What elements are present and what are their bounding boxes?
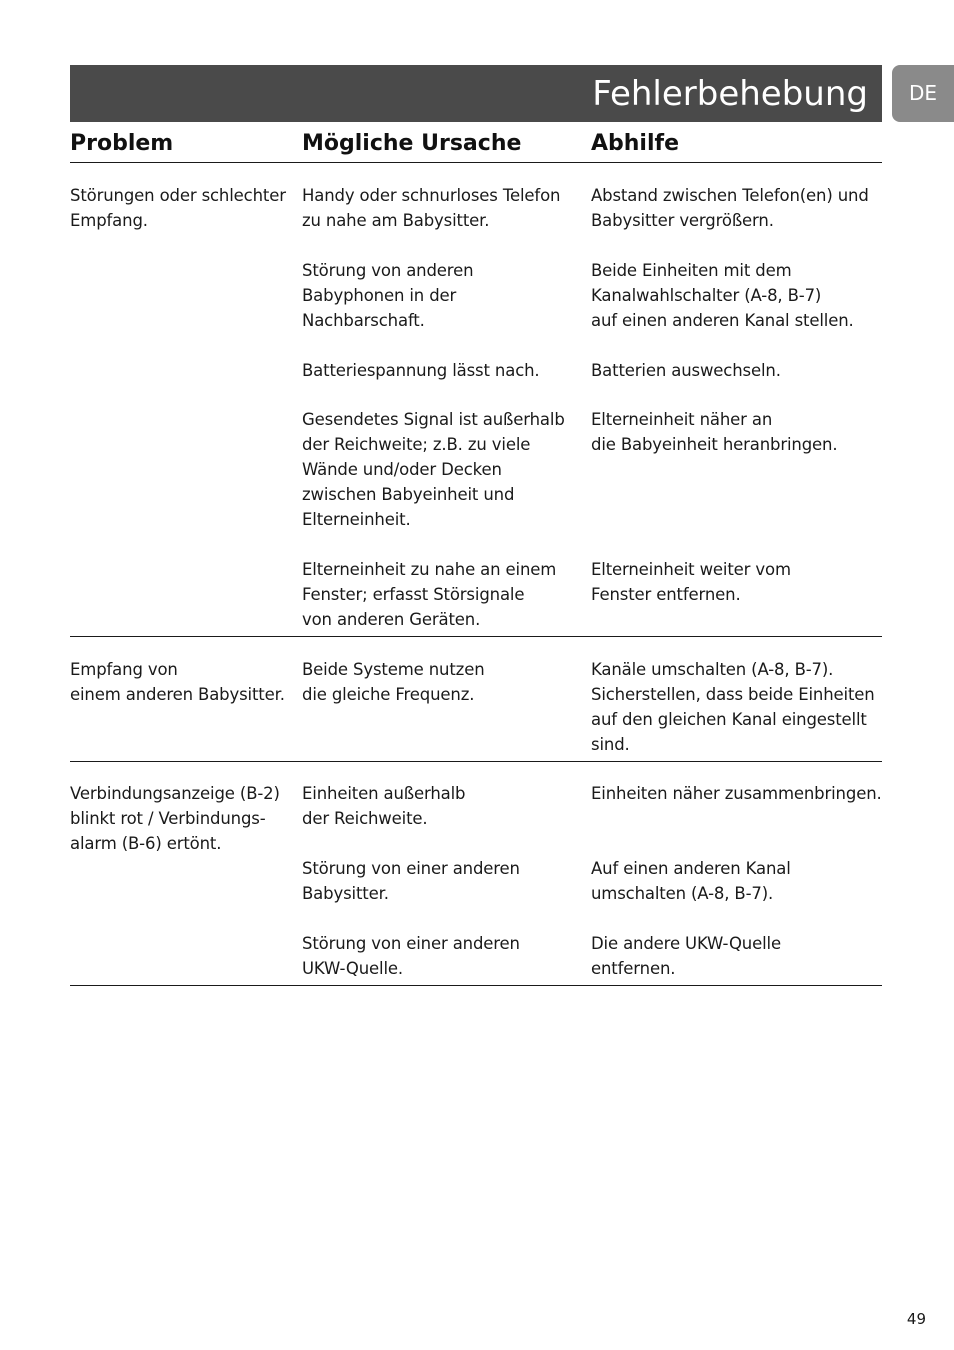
language-tab: DE (892, 65, 954, 122)
cause-cell: Störung von anderen Babyphonen in der Nachbarschaft. (302, 261, 474, 330)
column-headers (70, 126, 882, 163)
remedy-cell: Die andere UKW-Quelle entfernen. (591, 934, 781, 978)
cause-cell: Gesendetes Signal ist außerhalb der Reichweite; z.B. zu viele Wände und/oder Decken zwischen Babyeinheit und Elterneinheit. (302, 410, 565, 529)
remedy-cell: Abstand zwischen Telefon(en) und Babysitter vergrößern. (591, 186, 869, 230)
problem-cell: Verbindungsanzeige (B-2) blinkt rot / Verbindungs- alarm (B-6) ertönt. (70, 784, 280, 853)
cause-cell: Elterneinheit zu nahe an einem Fenster; erfasst Störsignale von anderen Geräten. (302, 560, 557, 629)
table-row (70, 637, 882, 762)
column-header-problem: Problem (70, 131, 174, 156)
cause-cell: Handy oder schnurloses Telefon zu nahe am Babysitter. (302, 186, 561, 230)
remedy-cell: Elterneinheit weiter vom Fenster entfernen. (591, 560, 791, 604)
remedy-cell: Elterneinheit näher an die Babyeinheit heranbringen. (591, 410, 838, 454)
column-header-remedy: Abhilfe (591, 131, 680, 156)
remedy-cell: Auf einen anderen Kanal umschalten (A-8, B-7). (591, 859, 791, 903)
column-header-cause: Mögliche Ursache (302, 131, 522, 156)
remedy-cell: Kanäle umschalten (A-8, B-7). Sicherstellen, dass beide Einheiten auf den gleichen Kanal eingestellt sind. (591, 660, 875, 754)
remedy-cell: Batterien auswechseln. (591, 361, 781, 380)
remedy-cell: Beide Einheiten mit dem Kanalwahlschalter (A-8, B-7) auf einen anderen Kanal stellen. (591, 261, 854, 330)
cause-cell: Störung von einer anderen UKW-Quelle. (302, 934, 520, 978)
page-number: 49 (906, 1310, 926, 1328)
cause-cell: Einheiten außerhalb der Reichweite. (302, 784, 466, 828)
cause-cell: Beide Systeme nutzen die gleiche Frequenz. (302, 660, 485, 704)
table-row (70, 762, 882, 986)
page-title: Fehlerbehebung (592, 74, 868, 114)
problem-cell: Störungen oder schlechter Empfang. (70, 186, 286, 230)
problem-cell: Empfang von einem anderen Babysitter. (70, 660, 285, 704)
title-bar (70, 65, 882, 122)
remedy-cell: Einheiten näher zusammenbringen. (591, 784, 882, 803)
table-row (70, 163, 882, 637)
cause-cell: Störung von einer anderen Babysitter. (302, 859, 520, 903)
cause-cell: Batteriespannung lässt nach. (302, 361, 540, 380)
